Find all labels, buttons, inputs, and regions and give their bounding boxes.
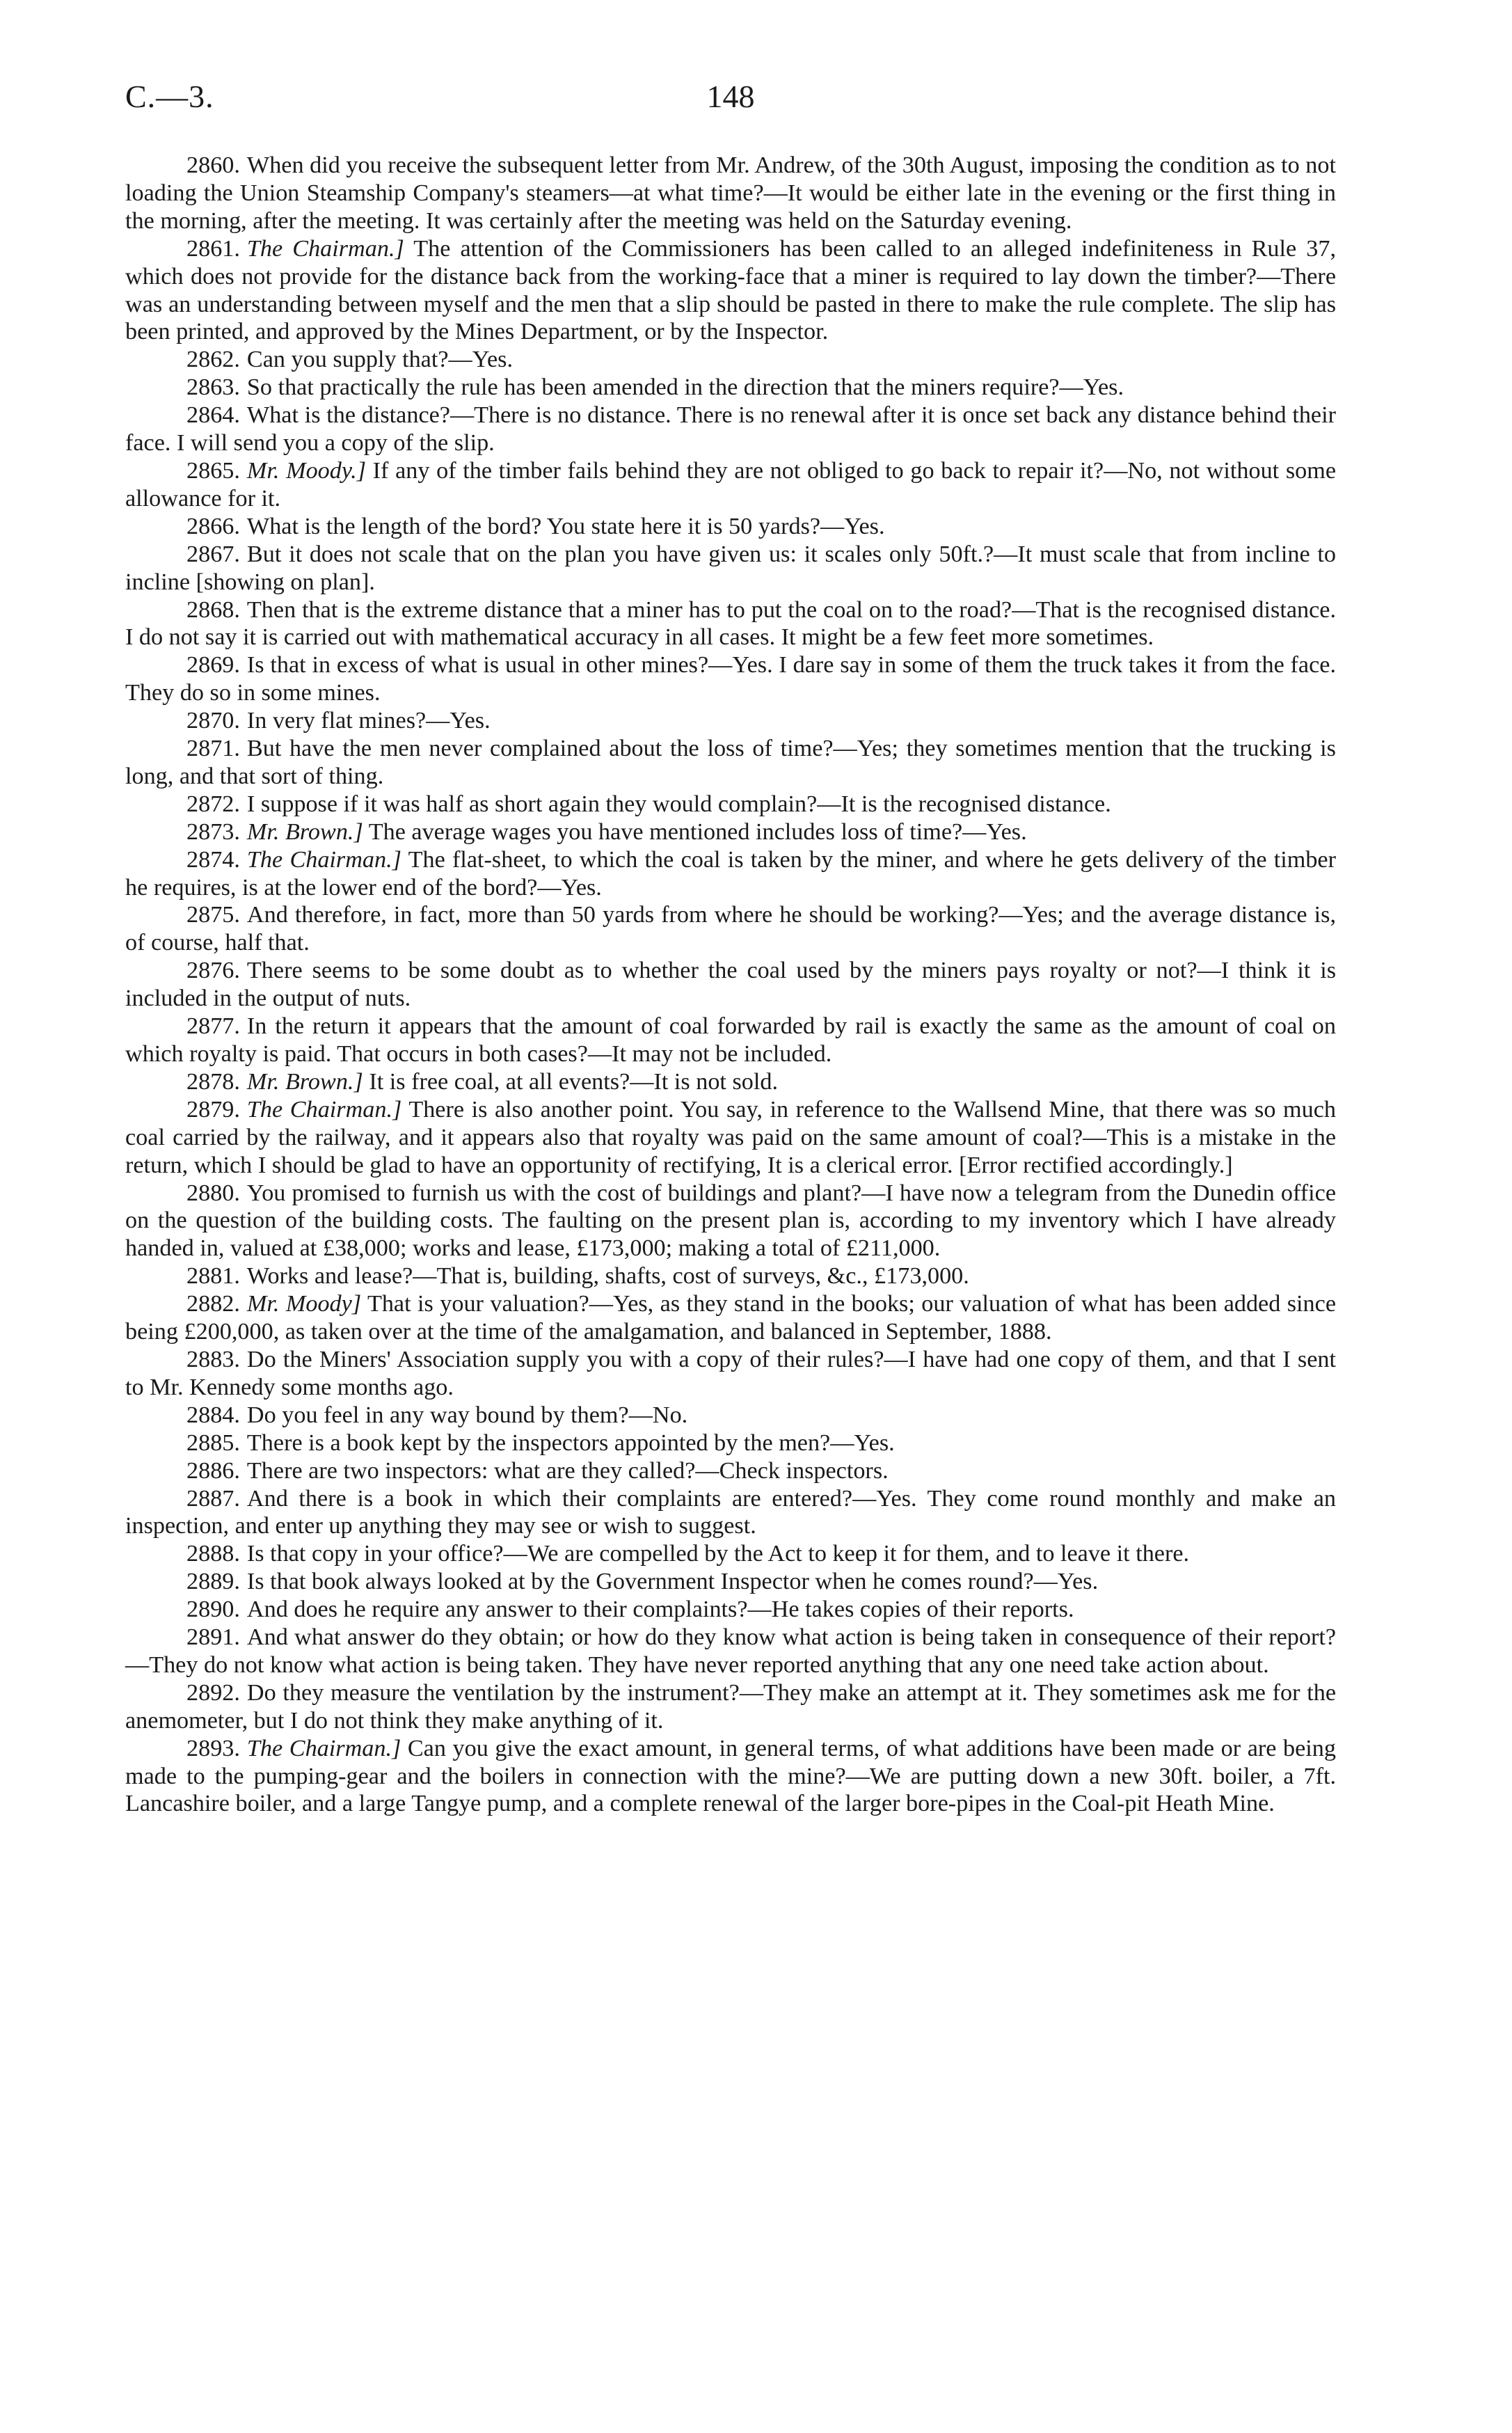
- question-paragraph: [125, 152, 1336, 235]
- question-answer-text: There seems to be some doubt as to whether the coal used by the miners pays royalty or not?—I think it is included in the output of nuts.: [125, 958, 1336, 1012]
- question-paragraph: [125, 346, 1336, 374]
- question-number: 2862.: [186, 347, 240, 373]
- question-number: 2867.: [186, 541, 240, 567]
- question-number: 2879.: [186, 1096, 240, 1123]
- question-paragraph: [125, 1346, 1336, 1402]
- question-answer-text: I suppose if it was half as short again they would complain?—It is the recognised distance.: [246, 791, 1111, 817]
- question-paragraph: [125, 818, 1336, 846]
- question-paragraph: [125, 1096, 1336, 1180]
- question-number: 2861.: [186, 235, 240, 262]
- question-number: 2882.: [186, 1291, 240, 1317]
- question-answer-text: Then that is the extreme distance that a miner has to put the coal on to the road?—That is the recognised distance. I do not say it is carried out with mathematical accuracy in all cases. It might be a few feet more sometimes.: [125, 596, 1336, 651]
- question-number: 2876.: [186, 958, 240, 984]
- page-number: 148: [706, 79, 755, 114]
- question-number: 2875.: [186, 902, 240, 928]
- speaker-name: Mr. Moody.]: [246, 457, 367, 484]
- question-paragraph: [125, 1402, 1336, 1429]
- question-answer-text: Do you feel in any way bound by them?—No.: [246, 1402, 688, 1428]
- question-number: 2888.: [186, 1541, 240, 1567]
- question-number: 2887.: [186, 1485, 240, 1512]
- document-reference: C.—3.: [125, 79, 214, 114]
- question-answer-text: What is the distance?—There is no distance. There is no renewal after it is once set back any distance behind their face. I will send you a copy of the slip.: [125, 402, 1336, 457]
- speaker-name: The Chairman.]: [246, 1096, 402, 1123]
- question-paragraph: [125, 596, 1336, 652]
- question-answer-text: In very flat mines?—Yes.: [246, 708, 491, 734]
- question-answer-text: The flat-sheet, to which the coal is taken by the miner, and where he gets delivery of the timber he requires, is at the lower end of the bord?—Yes.: [125, 846, 1336, 901]
- question-number: 2860.: [186, 152, 240, 178]
- question-answer-text: Works and lease?—That is, building, shafts, cost of surveys, &c., £173,000.: [246, 1263, 969, 1290]
- question-paragraph: [125, 402, 1336, 457]
- question-answer-text: Is that in excess of what is usual in other mines?—Yes. I dare say in some of them the truck takes it from the face. They do so in some mines.: [125, 652, 1336, 706]
- question-paragraph: [125, 651, 1336, 707]
- question-paragraph: [125, 235, 1336, 347]
- question-paragraph: [125, 1568, 1336, 1596]
- question-paragraph: [125, 957, 1336, 1013]
- question-answer-text: Is that book always looked at by the Government Inspector when he comes round?—Yes.: [246, 1569, 1099, 1595]
- question-answer-text: But it does not scale that on the plan you have given us: it scales only 50ft.?—It must scale that from incline to incline [showing on plan].: [125, 541, 1336, 595]
- question-number: 2864.: [186, 402, 240, 429]
- question-answer-text: And what answer do they obtain; or how do they know what action is being taken in consequence of their report?—They do not know what action is being taken. They have never reported anything that any one need take action about.: [125, 1624, 1336, 1678]
- question-answer-text: So that practically the rule has been amended in the direction that the miners require?—Yes.: [246, 374, 1124, 401]
- question-answer-text: Can you give the exact amount, in general terms, of what additions have been made or are being made to the pumping-gear and the boilers in connection with the mine?—We are putting down a new 30ft. boiler, a 7ft. Lancashire boiler, and a large Tangye pump, and a complete renewal of the larger bore-pipes in the Coal-pit Heath Mine.: [125, 1735, 1336, 1817]
- question-answer-text: Can you supply that?—Yes.: [246, 347, 514, 373]
- question-number: 2878.: [186, 1068, 240, 1095]
- question-answer-text: That is your valuation?—Yes, as they stand in the books; our valuation of what has been added since being £200,000, as taken over at the time of the amalgamation, and balanced in September, 1888.: [125, 1291, 1336, 1345]
- question-paragraph: [125, 1262, 1336, 1290]
- question-number: 2870.: [186, 708, 240, 734]
- question-number: 2880.: [186, 1180, 240, 1206]
- question-answer-text: You promised to furnish us with the cost of buildings and plant?—I have now a telegram from the Dunedin office on the question of the building costs. The faulting on the present plan is, according to my inventory which I have already handed in, valued at £38,000; works and lease, £173,000; making a total of £211,000.: [125, 1180, 1336, 1262]
- speaker-name: Mr. Moody]: [246, 1291, 362, 1317]
- speaker-name: The Chairman.]: [246, 1735, 401, 1761]
- question-paragraph: [125, 1596, 1336, 1624]
- question-answer-text: When did you receive the subsequent letter from Mr. Andrew, of the 30th August, imposing the condition as to not loading the Union Steamship Company's steamers—at what time?—It would be either late in the evening or the first thing in the morning, after the meeting. It was certainly after the meeting was held on the Saturday evening.: [125, 152, 1336, 234]
- question-paragraph: [125, 1013, 1336, 1068]
- speaker-name: The Chairman.]: [246, 846, 401, 873]
- question-paragraph: [125, 1679, 1336, 1735]
- question-number: 2868.: [186, 596, 240, 623]
- question-answer-text: Do they measure the ventilation by the instrument?—They make an attempt at it. They sometimes ask me for the anemometer, but I do not think they make anything of it.: [125, 1679, 1336, 1734]
- question-paragraph: [125, 1068, 1336, 1096]
- question-number: 2872.: [186, 791, 240, 817]
- page-header: [125, 78, 1336, 127]
- question-paragraph: [125, 1624, 1336, 1679]
- question-paragraph: [125, 513, 1336, 541]
- question-paragraph: [125, 1429, 1336, 1457]
- question-paragraph: [125, 1735, 1336, 1818]
- question-answer-text: Is that copy in your office?—We are compelled by the Act to keep it for them, and to leave it there.: [246, 1541, 1190, 1567]
- question-answer-text: There are two inspectors: what are they called?—Check inspectors.: [246, 1457, 889, 1484]
- question-paragraph: [125, 735, 1336, 791]
- question-paragraph: [125, 1540, 1336, 1568]
- question-number: 2871.: [186, 736, 240, 762]
- question-number: 2891.: [186, 1624, 240, 1651]
- question-paragraph: [125, 1457, 1336, 1485]
- question-paragraph: [125, 901, 1336, 957]
- question-answer-text: But have the men never complained about the loss of time?—Yes; they sometimes mention that the trucking is long, and that sort of thing.: [125, 736, 1336, 789]
- question-answer-text: And therefore, in fact, more than 50 yards from where he should be working?—Yes; and the average distance is, of course, half that.: [125, 902, 1336, 956]
- question-number: 2869.: [186, 652, 240, 679]
- question-number: 2881.: [186, 1263, 240, 1290]
- question-paragraph: [125, 541, 1336, 596]
- question-number: 2885.: [186, 1429, 240, 1456]
- question-answer-text: In the return it appears that the amount of coal forwarded by rail is exactly the same as the amount of coal on which royalty is paid. That occurs in both cases?—It may not be included.: [125, 1013, 1336, 1067]
- speaker-name: Mr. Brown.]: [246, 1068, 363, 1095]
- question-paragraph: [125, 374, 1336, 402]
- question-number: 2892.: [186, 1679, 240, 1706]
- question-number: 2886.: [186, 1457, 240, 1484]
- question-number: 2874.: [186, 846, 240, 873]
- question-number: 2883.: [186, 1346, 240, 1372]
- question-answer-text: The average wages you have mentioned includes loss of time?—Yes.: [368, 818, 1027, 845]
- question-number: 2873.: [186, 818, 240, 845]
- question-number: 2889.: [186, 1569, 240, 1595]
- question-answer-text: If any of the timber fails behind they are not obliged to go back to repair it?—No, not without some allowance for it.: [125, 457, 1336, 512]
- question-answer-text: Do the Miners' Association supply you with a copy of their rules?—I have had one copy of them, and that I sent to Mr. Kennedy some months ago.: [125, 1346, 1336, 1400]
- question-paragraph: [125, 1290, 1336, 1346]
- question-answer-text: The attention of the Commissioners has been called to an alleged indefiniteness in Rule 37, which does not provide for the distance back from the working-face that a miner is required to lay down the timber?—There was an understanding between myself and the men that a slip should be pasted in there to make the rule complete. The slip has been printed, and approved by the Mines Department, or by the Inspector.: [125, 235, 1336, 345]
- question-number: 2865.: [186, 457, 240, 484]
- question-paragraph: [125, 1485, 1336, 1541]
- question-number: 2884.: [186, 1402, 240, 1428]
- question-answer-text: And does he require any answer to their complaints?—He takes copies of their reports.: [246, 1596, 1074, 1623]
- question-number: 2863.: [186, 374, 240, 401]
- question-paragraph: [125, 846, 1336, 902]
- question-paragraph: [125, 1180, 1336, 1263]
- question-number: 2877.: [186, 1013, 240, 1040]
- question-answer-text: It is free coal, at all events?—It is not sold.: [369, 1068, 778, 1095]
- question-number: 2893.: [186, 1735, 240, 1761]
- evidence-transcript: [125, 152, 1336, 1818]
- question-number: 2890.: [186, 1596, 240, 1623]
- question-paragraph: [125, 457, 1336, 513]
- question-answer-text: And there is a book in which their complaints are entered?—Yes. They come round monthly and make an inspection, and enter up anything they may see or wish to suggest.: [125, 1485, 1336, 1539]
- question-answer-text: What is the length of the bord? You state here it is 50 yards?—Yes.: [246, 513, 885, 539]
- question-paragraph: [125, 791, 1336, 818]
- question-answer-text: There is also another point. You say, in reference to the Wallsend Mine, that there was so much coal carried by the railway, and it appears also that royalty was paid on the same amount of coal?—This is a mistake in the return, which I should be glad to have an opportunity of rectifying, It is a clerical error. [Error rectified accordingly.]: [125, 1096, 1337, 1178]
- speaker-name: The Chairman.]: [246, 235, 404, 262]
- question-number: 2866.: [186, 513, 240, 539]
- question-answer-text: There is a book kept by the inspectors appointed by the men?—Yes.: [246, 1429, 895, 1456]
- speaker-name: Mr. Brown.]: [246, 818, 363, 845]
- question-paragraph: [125, 707, 1336, 735]
